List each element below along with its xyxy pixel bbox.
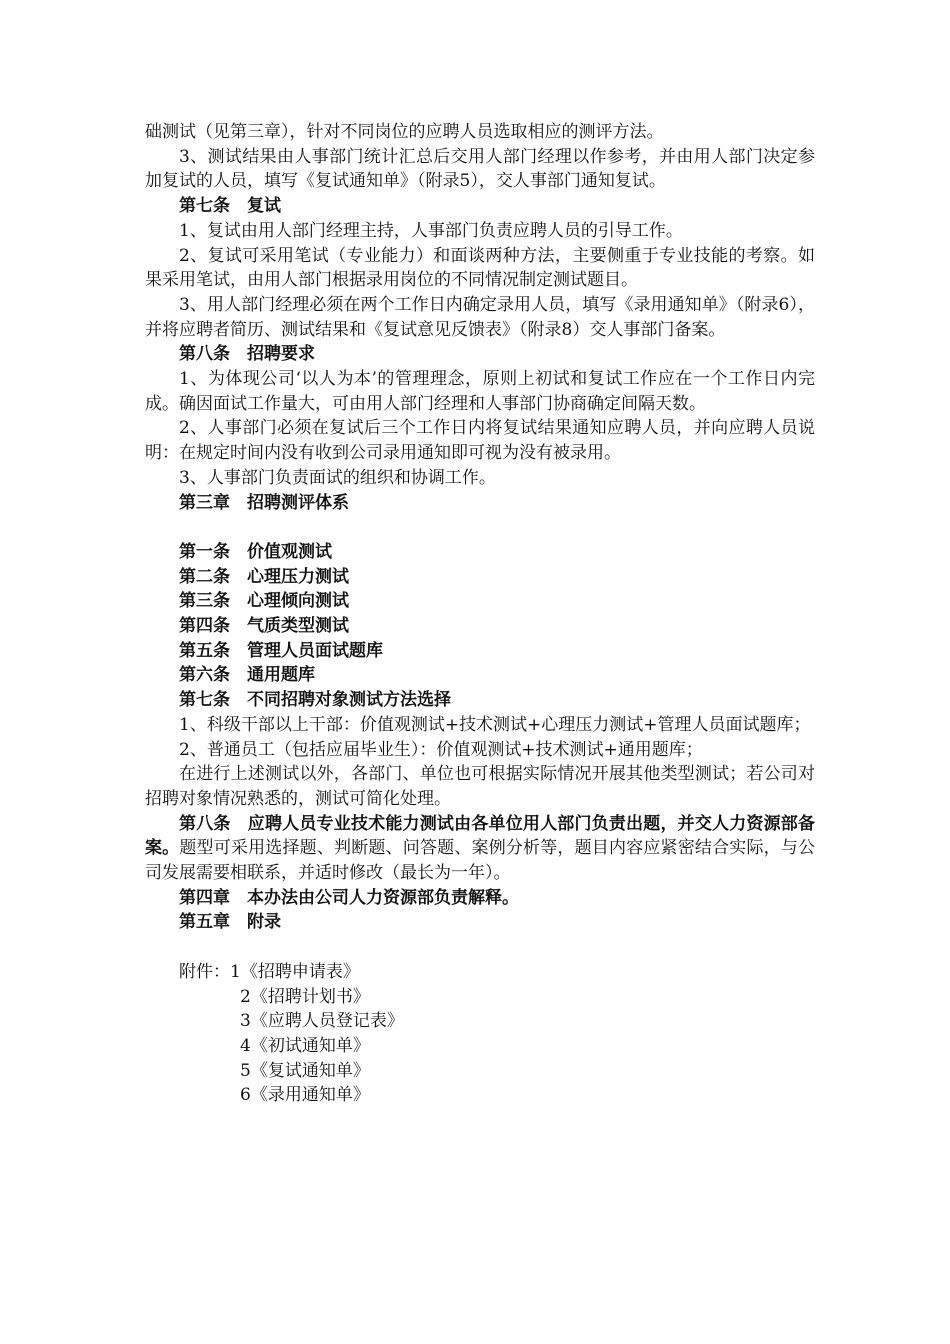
chapter-3-article-8-bold: 第八条 应聘人员专业技术能力测试由各单位用人部门负责出题，并交人力资源部备案。 [145,813,815,859]
chapter-5-heading: 第五章 附录 [179,912,281,933]
article-7-item-2: 2、复试可采用笔试（专业能力）和面谈两种方法，主要侧重于专业技能的考察。如果采用笔试，由用人部门根据录用岗位的不同情况制定测试题目。 [145,245,815,291]
article-7-heading: 第七条 复试 [179,196,281,217]
article-7-item-1: 1、复试由用人部门经理主持，人事部门负责应聘人员的引导工作。 [179,220,683,241]
document-page [145,120,815,1108]
chapter-3-article-3: 第三条 心理倾向测试 [179,591,349,612]
chapter-3-article-5: 第五条 管理人员面试题库 [179,640,383,661]
chapter-3-article-7-item-1: 1、科级干部以上干部：价值观测试+技术测试+心理压力测试+管理人员面试题库； [179,714,811,735]
article-8-item-2: 2、人事部门必须在复试后三个工作日内将复试结果通知应聘人员，并向应聘人员说明：在规定时间内没有收到公司录用通知即可视为没有被录用。 [145,418,815,464]
chapter-3-article-7: 第七条 不同招聘对象测试方法选择 [179,690,451,711]
attachment-item: 3《应聘人员登记表》 [240,1011,404,1032]
article-7-item-3: 3、用人部门经理必须在两个工作日内确定录用人员，填写《录用通知单》（附录6），并将应聘者简历、测试结果和《复试意见反馈表》（附录8）交人事部门备案。 [145,294,815,340]
chapter-3-article-8-text: 题型可采用选择题、判断题、问答题、案例分析等，题目内容应紧密结合实际，与公司发展需要相联系，并适时修改（最长为一年）。 [145,838,816,884]
attachment-item: 2《招聘计划书》 [240,986,370,1007]
chapter-3-article-7-note: 在进行上述测试以外，各部门、单位也可根据实际情况开展其他类型测试；若公司对招聘对象情况熟悉的，测试可简化处理。 [145,764,815,809]
attachment-item: 6《录用通知单》 [240,1085,370,1106]
paragraph-continuation: 础测试（见第三章），针对不同岗位的应聘人员选取相应的测评方法。 [145,122,664,142]
chapter-3-article-6: 第六条 通用题库 [179,665,315,686]
chapter-3-article-7-item-2: 2、普通员工（包括应届毕业生）：价值观测试+技术测试+通用题库； [179,739,703,760]
chapter-3-article-8 [145,812,815,886]
blank-line [145,935,815,960]
chapter-3-article-2: 第二条 心理压力测试 [179,566,349,587]
chapter-4-heading: 第四章 本办法由公司人力资源部负责解释。 [179,887,519,908]
article-8-item-3: 3、人事部门负责面试的组织和协调工作。 [179,467,496,488]
article-8-item-1: 1、为体现公司‘以人为本’的管理理念，原则上初试和复试工作应在一个工作日内完成。确因面试工作量大，可由用人部门经理和人事部门协商确定间隔天数。 [145,369,815,414]
chapter-3-article-1: 第一条 价值观测试 [179,541,332,562]
article-8-heading: 第八条 招聘要求 [179,344,315,365]
attachment-item: 5《复试通知单》 [240,1060,370,1081]
attachment-item: 4《初试通知单》 [240,1035,370,1056]
chapter-3-heading: 第三章 招聘测评体系 [179,492,349,513]
attachments-label: 附件：1《招聘申请表》 [179,961,360,982]
chapter-3-article-4: 第四条 气质类型测试 [179,616,349,637]
paragraph-test-result: 3、测试结果由人事部门统计汇总后交用人部门经理以作参考，并由用人部门决定参加复试的人员，填写《复试通知单》（附录5），交人事部门通知复试。 [145,146,815,192]
blank-line [145,515,815,540]
